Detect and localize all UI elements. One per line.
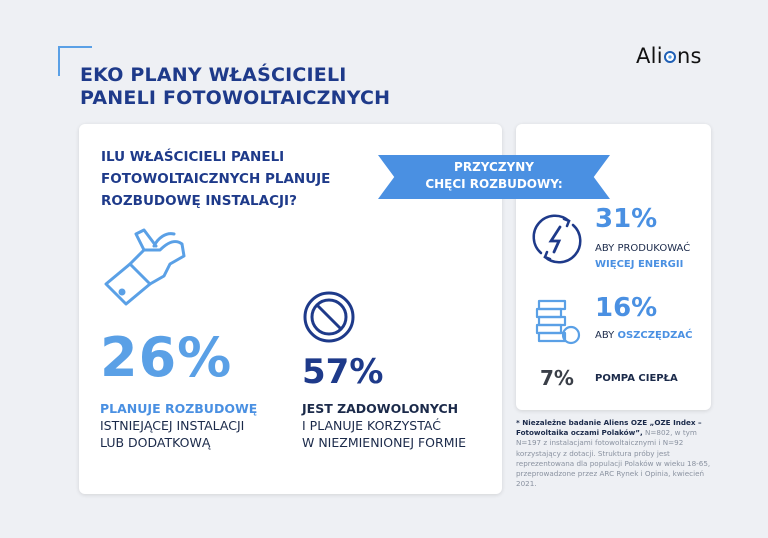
logo-text-post: ns: [676, 44, 702, 68]
footnote: [516, 418, 716, 489]
reason-heatpump-label: POMPA CIEPŁA: [595, 373, 678, 384]
banner-line-2: CHĘCI ROZBUDOWY:: [425, 177, 563, 191]
content-line-3: W NIEZMIENIONEJ FORMIE: [302, 435, 467, 450]
page-title: [80, 64, 390, 110]
expand-line-3: LUB DODATKOWĄ: [100, 435, 211, 450]
title-line-1: EKO PLANY WŁAŚCICIELI: [80, 64, 347, 86]
footnote-bold: * Niezależne badanie Aliens OZE „OZE Index – Fotowoltaika oczami Polaków”,: [516, 418, 702, 438]
energy-icon: [531, 213, 583, 265]
content-bold: JEST ZADOWOLONYCH: [302, 401, 459, 416]
reason-heatpump-pct: 7%: [540, 366, 574, 390]
content-description: [302, 400, 466, 451]
savings-icon: [531, 297, 583, 347]
globe-icon: [664, 51, 676, 63]
footnote-rest: N=802, w tym N=197 z instalacjami fotowoltaicznymi i N=92 korzystający z dotacji. Struktura próby jest reprezentowana dla populacji Polaków w wieku 18-65, przeprowadzone przez ARC Rynek i Opinia, kwiecień 2021.: [516, 428, 711, 489]
reason-savings-pre: ABY: [595, 330, 618, 341]
question-line-2: FOTOWOLTAICZNYCH PLANUJE: [101, 171, 331, 187]
aliens-logo: [636, 44, 702, 68]
expand-percentage: 26%: [100, 326, 233, 389]
hand-up-icon: [100, 224, 192, 306]
expand-highlight: PLANUJE ROZBUDOWĘ: [100, 401, 258, 416]
reason-energy-line-1: ABY PRODUKOWAĆ: [595, 243, 691, 254]
question-text: [101, 146, 381, 212]
question-line-1: ILU WŁAŚCICIELI PANELI: [101, 149, 285, 165]
reason-energy-highlight: WIĘCEJ ENERGII: [595, 259, 684, 270]
expand-description: [100, 400, 257, 451]
banner-line-1: PRZYCZYNY: [454, 160, 534, 174]
content-line-2: I PLANUJE KORZYSTAĆ: [302, 418, 441, 433]
title-line-2: PANELI FOTOWOLTAICZNYCH: [80, 87, 391, 109]
expand-line-2: ISTNIEJĄCEJ INSTALACJI: [100, 418, 245, 433]
reason-savings-pct: 16%: [595, 293, 658, 323]
question-line-3: ROZBUDOWĘ INSTALACJI?: [101, 193, 297, 209]
reason-energy-text: [595, 241, 690, 273]
reason-savings-highlight: OSZCZĘDZAĆ: [617, 330, 693, 341]
reason-energy-pct: 31%: [595, 204, 658, 234]
logo-text-pre: Ali: [636, 44, 663, 68]
content-percentage: 57%: [302, 352, 384, 392]
no-change-icon: [302, 290, 356, 344]
reason-savings-text: [595, 328, 692, 344]
reasons-banner-text: [378, 159, 610, 193]
